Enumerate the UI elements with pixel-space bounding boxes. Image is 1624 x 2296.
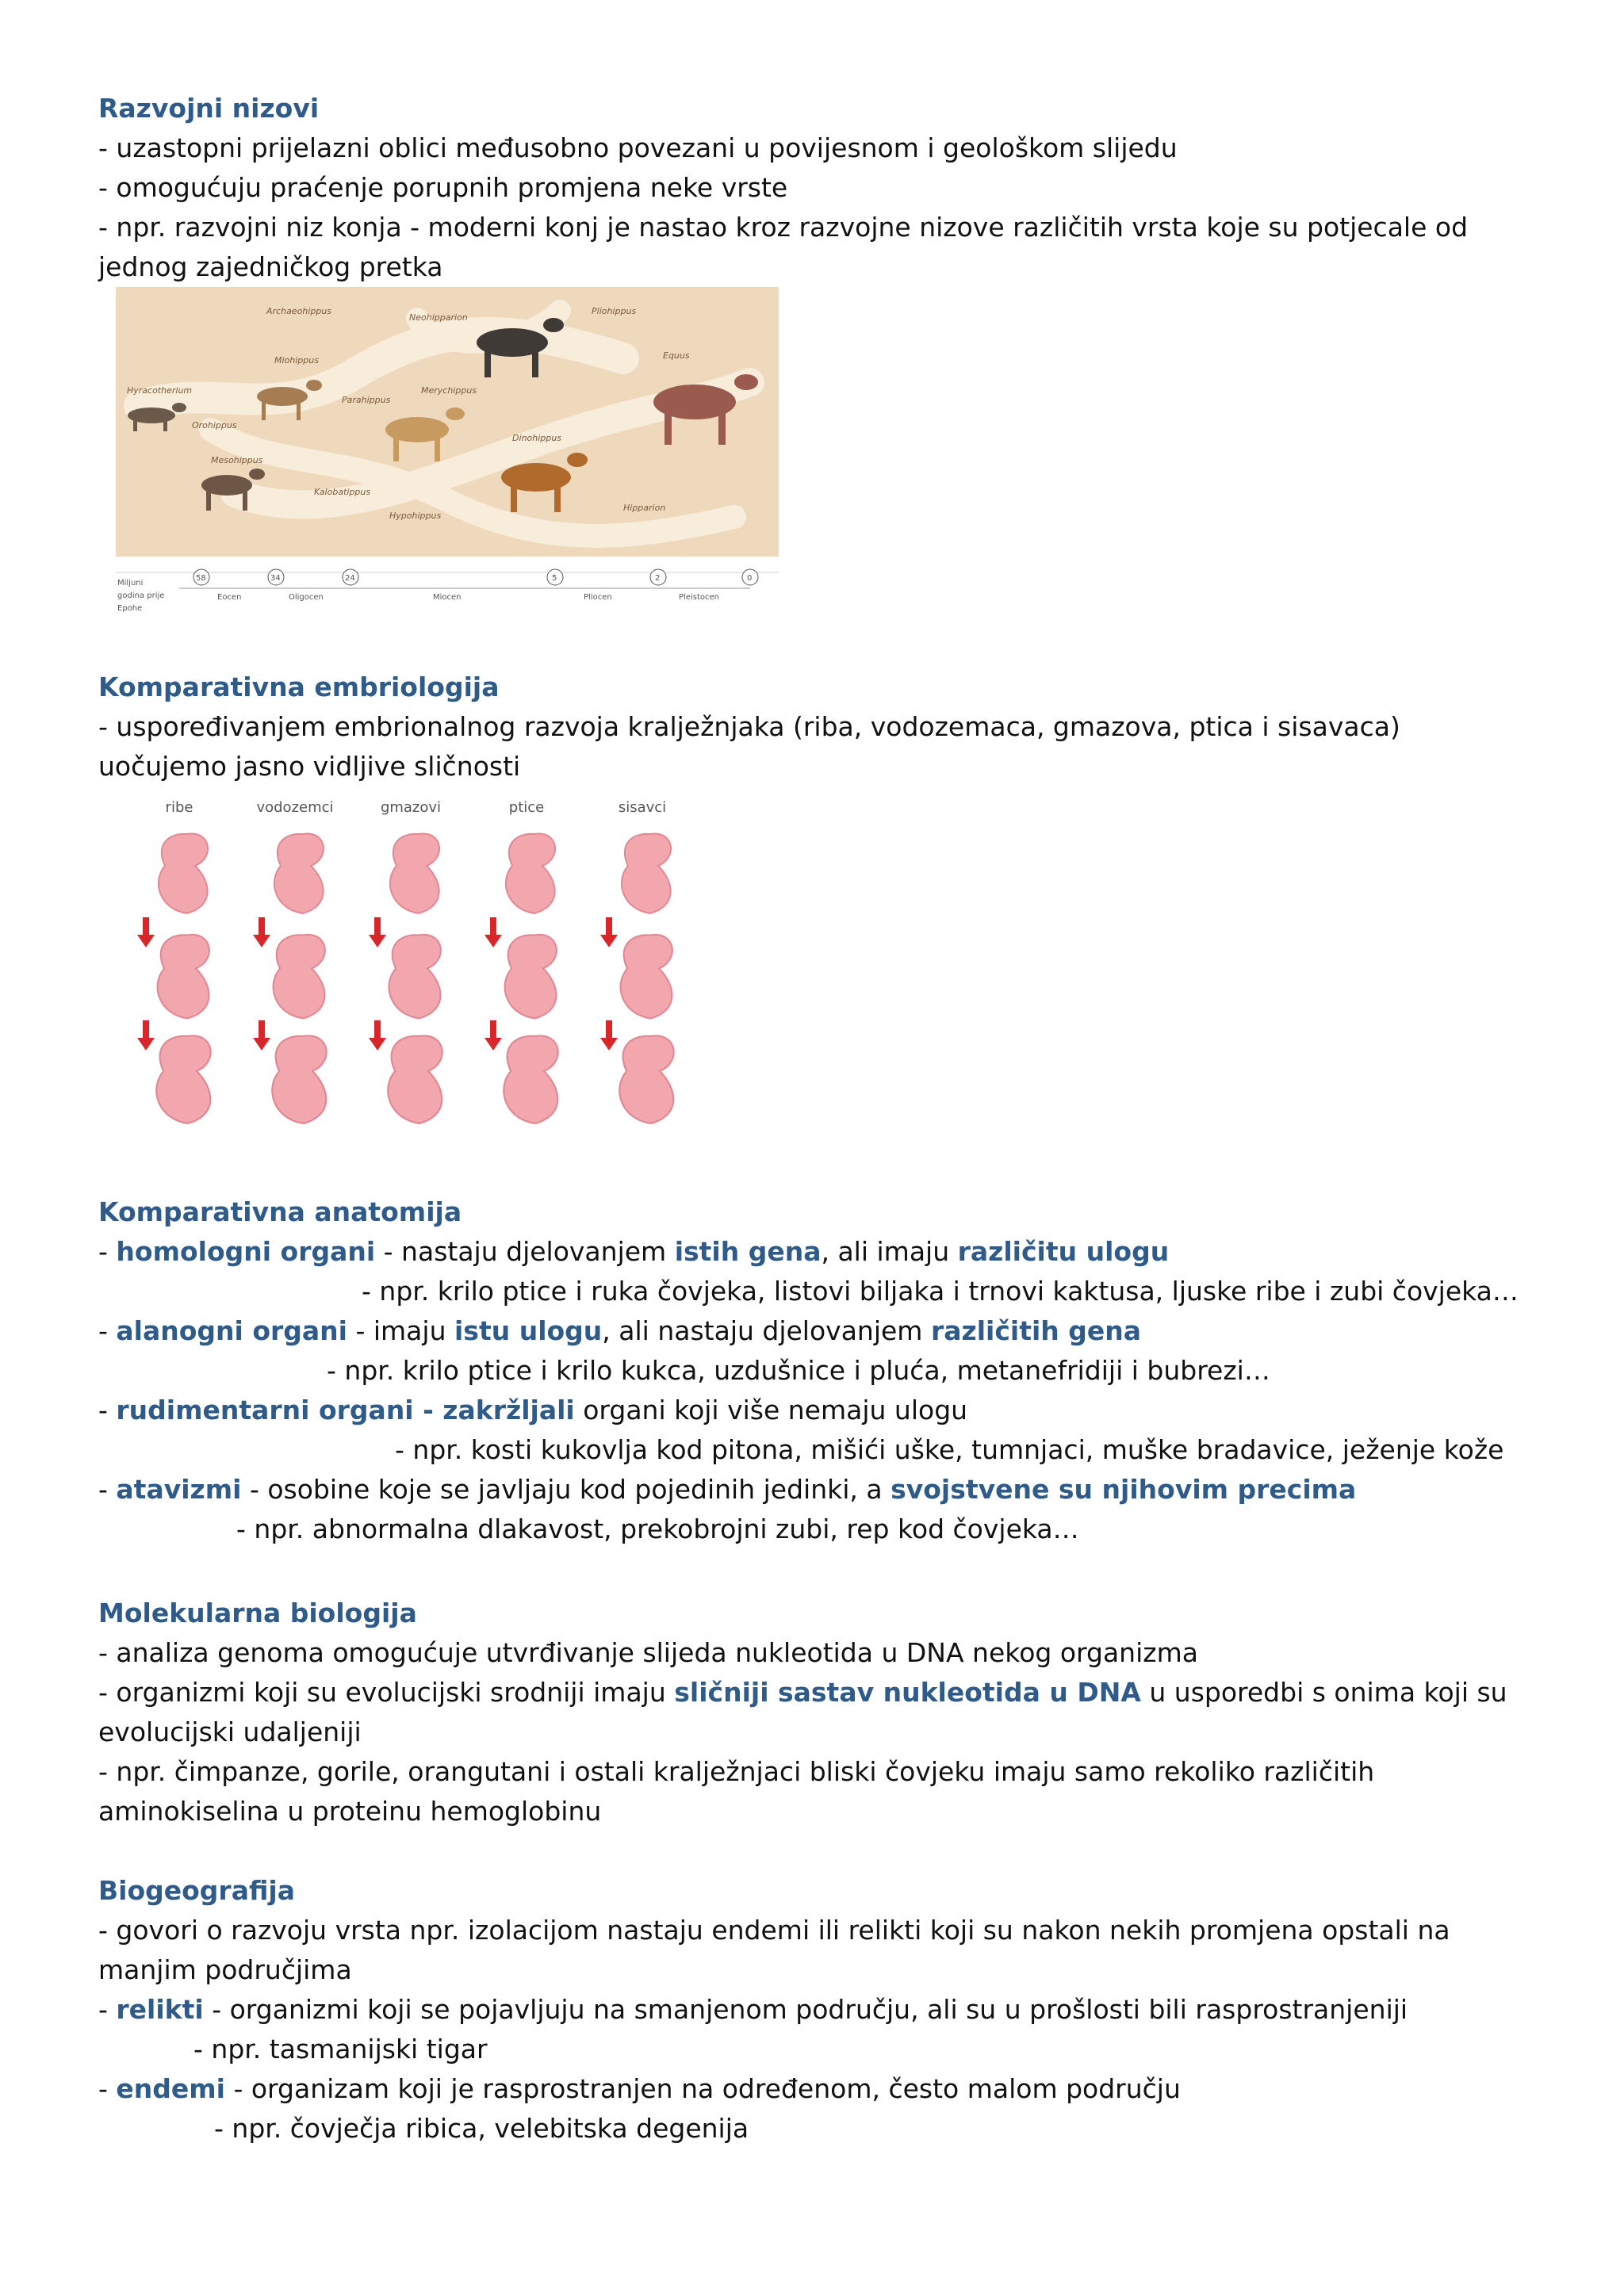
timeline	[116, 569, 779, 613]
epoch-label: Pleistocen	[679, 593, 719, 602]
svg-text:34: 34	[270, 574, 281, 583]
species-label: Parahippus	[342, 395, 391, 405]
text-line: - organizmi koji su evolucijski srodniji imaju sličniji sastav nukleotida u DNA u usporedbi s onima koji su	[98, 1677, 1507, 1708]
svg-text:5: 5	[552, 574, 557, 583]
development-arrow	[253, 1020, 270, 1050]
epoch-label: Oligocen	[289, 593, 324, 602]
epoch-label: Pliocen	[584, 593, 612, 602]
svg-text:24: 24	[345, 574, 355, 583]
species-label: Hyracotherium	[127, 385, 193, 396]
embryo-drawing	[274, 935, 325, 1019]
tick-5	[547, 569, 563, 585]
example-line: - npr. kosti kukovlja kod pitona, mišići uške, tumnjaci, muške bradavice, ježenje kože	[395, 1434, 1504, 1465]
development-arrow	[369, 917, 386, 947]
text-line: evolucijski udaljeniji	[98, 1716, 362, 1747]
embryo-drawing	[505, 935, 557, 1019]
example-line: - npr. tasmanijski tigar	[193, 2034, 488, 2064]
heading-komparativna-anatomija: Komparativna anatomija	[98, 1196, 462, 1227]
svg-text:0: 0	[747, 574, 753, 583]
embryo-column-label: gmazovi	[380, 799, 442, 816]
embryo-drawing	[506, 834, 555, 913]
example-line: - npr. abnormalna dlakavost, prekobrojni zubi, rep kod čovjeka…	[236, 1513, 1079, 1544]
axis-label: Epohe	[117, 604, 143, 613]
text-line: - uzastopni prijelazni oblici međusobno povezani u povijesnom i geološkom slijedu	[98, 132, 1178, 163]
embryo-drawing	[159, 834, 208, 913]
embryo-drawing	[389, 935, 441, 1019]
embryo-column-label: ptice	[508, 799, 545, 816]
embryo-drawing	[390, 834, 439, 913]
species-label: Merychippus	[421, 385, 477, 396]
text-line: aminokiselina u proteinu hemoglobinu	[98, 1796, 602, 1827]
text-line: manjim područjima	[98, 1954, 352, 1985]
development-arrow	[485, 1020, 502, 1050]
svg-text:58: 58	[196, 574, 206, 583]
example-line: - npr. krilo ptice i krilo kukca, uzdušnice i pluća, metanefridiji i bubrezi…	[327, 1355, 1270, 1386]
epoch-label: Eocen	[217, 593, 242, 602]
heading-razvojni-nizovi: Razvojni nizovi	[98, 93, 320, 124]
text-line: - govori o razvoju vrsta npr. izolacijom nastaju endemi ili relikti koji su nakon nekih promjena opstali na	[98, 1915, 1450, 1946]
species-label: Dinohippus	[512, 433, 561, 443]
embryo-drawing	[156, 1035, 210, 1123]
development-arrow	[137, 1020, 155, 1050]
embryo-column-label: sisavci	[618, 799, 667, 816]
atavizmi-line: - atavizmi - osobine koje se javljaju kod pojedinih jedinki, a svojstvene su njihovim precima	[98, 1474, 1357, 1505]
tick-34	[268, 569, 284, 585]
tick-2	[650, 569, 666, 585]
species-label: Equus	[663, 350, 690, 361]
species-label: Kalobatippus	[314, 487, 371, 497]
development-arrow	[600, 1020, 618, 1050]
embryo-column-label: vodozemci	[256, 799, 334, 816]
heading-biogeografija: Biogeografija	[98, 1875, 296, 1906]
embryo-drawing	[621, 935, 672, 1019]
development-arrow	[253, 917, 270, 947]
text-line: jednog zajedničkog pretka	[98, 251, 443, 282]
epoch-label: Miocen	[433, 593, 462, 602]
text-line: - uspoređivanjem embrionalnog razvoja kralježnjaka (riba, vodozemaca, gmazova, ptica i sisavaca)	[98, 711, 1400, 742]
species-label: Archaeohippus	[266, 306, 332, 316]
embryo-drawing	[274, 834, 324, 913]
embryo-comparison-figure	[116, 794, 703, 1159]
text-line: - npr. čimpanze, gorile, orangutani i ostali kralježnjaci bliski čovjeku imaju samo rekoliko različitih	[98, 1756, 1375, 1787]
heading-komparativna-embriologija: Komparativna embriologija	[98, 672, 500, 702]
embryo-drawing	[622, 834, 671, 913]
development-arrow	[600, 917, 618, 947]
species-label: Hypohippus	[389, 511, 442, 521]
embryo-drawing	[504, 1035, 557, 1123]
tick-0	[742, 569, 758, 585]
species-label: Orohippus	[192, 420, 237, 430]
species-label: Mesohippus	[211, 455, 263, 465]
example-line: - npr. krilo ptice i ruka čovjeka, listovi biljaka i trnovi kaktusa, ljuske ribe i zubi čovjeka…	[362, 1276, 1519, 1307]
analogni-organi-line: - alanogni organi - imaju istu ulogu, ali nastaju djelovanjem različitih gena	[98, 1315, 1142, 1346]
species-label: Hipparion	[623, 503, 666, 513]
axis-label: godina prije	[117, 591, 165, 600]
embryo-drawing	[158, 935, 209, 1019]
horse-evolution-figure	[116, 287, 779, 628]
development-arrow	[485, 917, 502, 947]
text-line: - analiza genoma omogućuje utvrđivanje slijeda nukleotida u DNA nekog organizma	[98, 1637, 1198, 1668]
homologni-organi-line: - homologni organi - nastaju djelovanjem istih gena, ali imaju različitu ulogu	[98, 1236, 1170, 1267]
axis-label: Miljuni	[117, 579, 144, 587]
development-arrow	[137, 917, 155, 947]
embryo-drawing	[619, 1035, 673, 1123]
heading-molekularna-biologija: Molekularna biologija	[98, 1598, 417, 1628]
svg-text:2: 2	[655, 574, 661, 583]
example-line: - npr. čovječja ribica, velebitska degenija	[214, 2113, 749, 2144]
endemi-line: - endemi - organizam koji je rasprostranjen na određenom, često malom području	[98, 2073, 1181, 2104]
species-label: Miohippus	[274, 355, 319, 365]
tick-58	[193, 569, 209, 585]
embryo-drawing	[388, 1035, 442, 1123]
rudimentarni-organi-line: - rudimentarni organi - zakržljali organi koji više nemaju ulogu	[98, 1395, 968, 1425]
embryo-drawing	[272, 1035, 326, 1123]
text-line: - npr. razvojni niz konja - moderni konj je nastao kroz razvojne nizove različitih vrsta koje su potjecale od	[98, 212, 1469, 243]
text-line: - omogućuju praćenje porupnih promjena neke vrste	[98, 172, 788, 203]
text-line: uočujemo jasno vidljive sličnosti	[98, 751, 521, 782]
development-arrow	[369, 1020, 386, 1050]
tick-24	[343, 569, 358, 585]
species-label: Neohipparion	[409, 312, 468, 323]
embryo-column-label: ribe	[165, 799, 193, 816]
species-label: Pliohippus	[592, 306, 637, 316]
relikti-line: - relikti - organizmi koji se pojavljuju na smanjenom području, ali su u prošlosti bili rasprostranjeniji	[98, 1994, 1408, 2025]
